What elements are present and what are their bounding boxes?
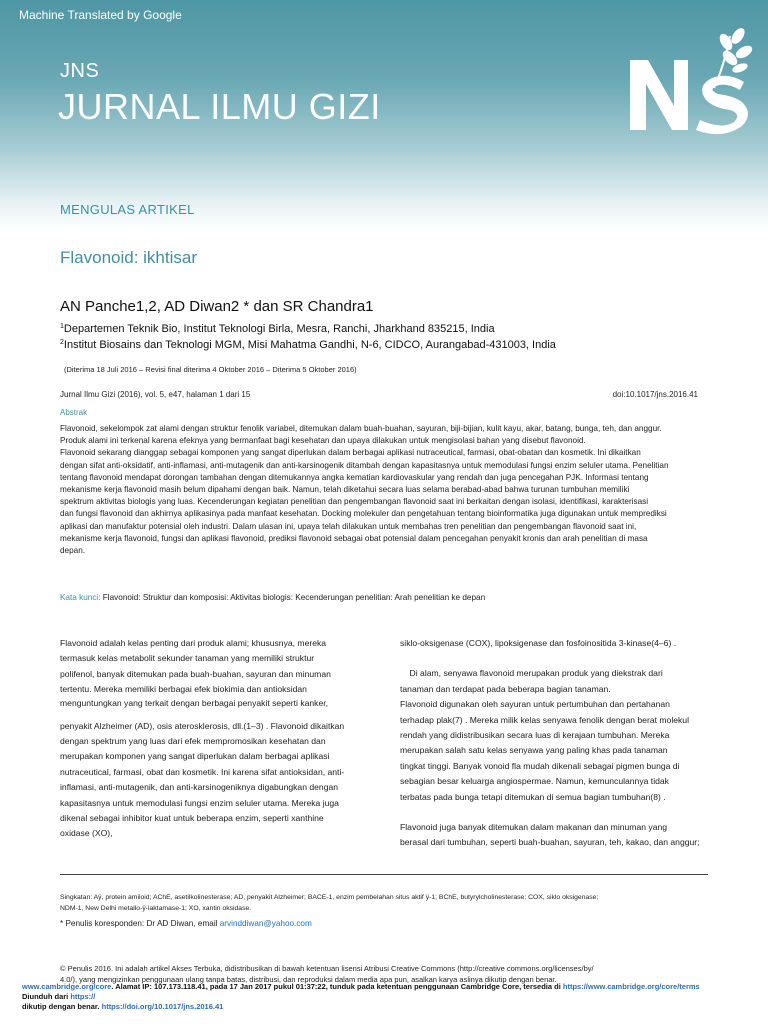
downloaded-from-label: Diunduh dari <box>22 992 69 1001</box>
authors: AN Panche1,2, AD Diwan2 * dan SR Chandra1 <box>60 298 374 315</box>
affiliation-1-text: Departemen Teknik Bio, Institut Teknologi Birla, Mesra, Ranchi, Jharkhand 835215, India <box>63 323 495 335</box>
doi[interactable]: doi:10.1017/jns.2016.41 <box>612 390 698 399</box>
body-line: Di alam, senyawa flavonoid merupakan produk yang diekstrak dari <box>400 668 663 679</box>
received-dates: (Diterima 18 Juli 2016 – Revisi final diterima 4 Oktober 2016 – Diterima 5 Oktober 2016) <box>64 365 357 374</box>
corresponding-email-link[interactable]: arvinddiwan@yahoo.com <box>219 919 312 928</box>
body-line: nutraceutical, farmasi, obat dan kosmetik. Ini karena sifat antioksidan, anti- <box>60 766 345 777</box>
body-line: merupakan salah satu kelas senyawa yang paling khas pada tanaman <box>400 745 668 756</box>
abbreviations-line: Singkatan: Aÿ, protein amiloid; AChE, asetilkolinesterase; AD, penyakit Alzheimer; BACE-1, enzim pembelahan situs aktif ÿ-1; BChE, butyrylcholinesterase; COX, siklo oksigenase; <box>60 894 599 901</box>
affiliation-2-number: 2 <box>60 339 64 346</box>
body-line: Flavonoid adalah kelas penting dari produk alami; khususnya, mereka <box>60 638 327 648</box>
body-line: termasuk kelas metabolit sekunder tanaman yang memiliki struktur <box>60 653 315 664</box>
abbreviations <box>60 892 720 914</box>
license-line: © Penulis 2016. Ini adalah artikel Akses Terbuka, didistribusikan di bawah ketentuan lisensi Atribusi Creative Commons (http://creative commons.org/licenses/by/ <box>60 964 594 973</box>
abstract-body <box>60 423 710 557</box>
body-line-spacer <box>60 709 380 719</box>
body-line: siklo-oksigenase (COX), lipoksigenase dan fosfoinositida 3-kinase(4–6) . <box>400 638 677 648</box>
body-line: oxidase (XO), <box>60 828 113 839</box>
body-line: terbatas pada bunga tetapi ditemukan di semua bagian tumbuhan(8) . <box>400 791 666 802</box>
affiliation-1-number: 1 <box>60 323 64 330</box>
body-line: terhadap plak(7) . Mereka milik kelas senyawa fenolik dengan berat molekul <box>400 714 689 725</box>
abstract-line: mekanisme kerja flavonoid masih belum dipahami dengan baik. Namun, telah diketahui secara luas selama berabad-abad bahwa turunan tumbuhan memiliki <box>60 485 630 495</box>
cambridge-core-link[interactable]: www.cambridge.org/core <box>22 982 112 991</box>
body-line: penyakit Alzheimer (AD), osis aterosklerosis, dll.(1–3) . Flavonoid dikaitkan <box>60 720 345 731</box>
abstract-line: depan. <box>60 546 86 556</box>
journal-abbreviation: JNS <box>60 60 100 82</box>
body-line: merupakan komponen yang sangat diperlukan dalam berbagai aplikasi <box>60 751 330 762</box>
body-line-spacer <box>400 805 720 820</box>
corresponding-label: * Penulis koresponden: Dr AD Diwan, email <box>60 919 218 928</box>
https-link[interactable]: https:// <box>70 992 96 1001</box>
abstract-line: dan fungsi flavonoid dan akhirnya aplikasinya pada manfaat kesehatan. Docking molekuler dan pengetahuan tentang bioinformatika juga digunakan untuk memprediksi <box>60 509 667 519</box>
abbreviations-line: NDM-1, New Delhi metallo-ÿ-laktamase-1; XO, xantin oksidase. <box>60 905 252 912</box>
abstract-line: aplikasi dan manufaktur potensial oleh industri. Dalam ulasan ini, upaya telah dilakukan untuk membahas tren penelitian dan pengembangan flavonoid saat ini, <box>60 521 637 531</box>
body-line: kapasitasnya untuk memodulasi fungsi enzim seluler utama. Mereka juga <box>60 797 339 808</box>
body-line-spacer <box>400 651 720 666</box>
journal-name: JURNAL ILMU GIZI <box>58 86 381 127</box>
footnote-divider <box>60 874 708 875</box>
citation: Jurnal Ilmu Gizi (2016), vol. 5, e47, halaman 1 dari 15 <box>60 390 251 399</box>
abstract-line: Produk alami ini terkenal karena efeknya yang bermanfaat bagi kesehatan dan upaya dilakukan untuk mengisolasi bahan yang disebut flavonoid. <box>60 436 586 446</box>
body-line: Flavonoid juga banyak ditemukan dalam makanan dan minuman yang <box>400 822 668 833</box>
abstract-line: mekanisme kerja flavonoid, fungsi dan aplikasi flavonoid, prediksi flavonoid sebagai obat potensial dalam pencegahan penyakit kronis dan arah penelitian di masa <box>60 533 648 543</box>
body-column-right <box>400 636 720 851</box>
abstract-line: dengan sifat anti-oksidatif, anti-inflamasi, anti-mutagenik dan anti-karsinogenik ditambah dengan kapasitasnya untuk memodulasi fungsi enzim seluler utama. Penelitian <box>60 460 669 470</box>
body-line: inflamasi, anti-mutagenik, dan anti-karsinogeniknya digabungkan dengan <box>60 782 339 793</box>
cited-correctly-text: dikutip dengan benar. <box>22 1002 100 1011</box>
keywords-text: Flavonoid: Struktur dan komposisi: Aktivitas biologis: Kecenderungan penelitian: Arah penelitian ke depan <box>102 593 486 602</box>
body-line: dengan spektrum yang luas dari efek mempromosikan kesehatan dan <box>60 736 326 747</box>
affiliation-1 <box>60 323 495 335</box>
affiliation-2 <box>60 339 556 351</box>
abstract-line: Flavonoid, sekelompok zat alami dengan struktur fenolik variabel, ditemukan dalam buah-buahan, sayuran, biji-bijian, kulit kayu, akar, batang, bunga, teh, dan anggur. <box>60 424 662 433</box>
body-line: tingkat tinggi. Banyak vonoid fla mudah dikenali sebagai pigmen bunga di <box>400 760 680 771</box>
body-line: polifenol, banyak ditemukan pada buah-buahan, sayuran dan minuman <box>60 668 331 679</box>
download-footer <box>22 982 762 1012</box>
article-title: Flavonoid: ikhtisar <box>60 248 198 267</box>
abstract-line: spektrum aktivitas biologis yang luas. Kecenderungan kegiatan penelitian dan pengembangan flavonoid saat ini berkaitan dengan isolasi, identifikasi, karakterisasi <box>60 497 649 507</box>
body-line: menguntungkan yang terkait dengan berbagai penyakit seperti kanker, <box>60 697 329 708</box>
abstract-line: Flavonoid sekarang dianggap sebagai komponen yang sangat diperlukan dalam berbagai aplikasi nutraceutical, farmasi, obat-obatan dan kosmetik. Ini dikaitkan <box>60 448 641 458</box>
ns-logo-icon <box>626 26 756 136</box>
abstract-line: tentang flavonoid mendapat dorongan tambahan dengan ditemukannya angka kematian kardiovaskular yang rendah dan juga pencegahan PJK. Informasi tentang <box>60 472 649 482</box>
keywords-label: Kata kunci: <box>60 593 101 602</box>
body-line: Flavonoid digunakan oleh sayuran untuk pertumbuhan dan pertahanan <box>400 699 670 710</box>
abstract-heading: Abstrak <box>60 408 88 417</box>
machine-translated-label: Machine Translated by Google <box>19 8 182 22</box>
body-line: sebagian besar keluarga angiospermae. Namun, kemunculannya tidak <box>400 776 669 787</box>
affiliation-2-text: Institut Biosains dan Teknologi MGM, Misi Mahatma Gandhi, N-6, CIDCO, Aurangabad-431003, India <box>63 339 556 351</box>
keywords <box>60 593 720 602</box>
download-footer-text: . Alamat IP: 107.173.118.41, pada 17 Jan 2017 pukul 01:37:22, tunduk pada ketentuan penggunaan Cambridge Core, tersedia di <box>111 982 561 991</box>
terms-link[interactable]: https://www.cambridge.org/core/terms <box>562 982 700 991</box>
body-line: rendah yang didistribusikan secara luas di kerajaan tumbuhan. Mereka <box>400 730 670 741</box>
body-line: berasal dari tumbuhan, seperti buah-buahan, sayuran, teh, kakao, dan anggur; <box>400 837 700 848</box>
body-line: tertentu. Mereka memiliki berbagai efek biokimia dan antioksidan <box>60 684 307 695</box>
body-line: tanaman dan terdapat pada beberapa bagian tanaman. <box>400 683 611 694</box>
license-line: 4.0/), yang mengizinkan penggunaan ulang tanpa batas, distribusi, dan reproduksi dalam media apa pun, asalkan karya aslinya dikutip dengan benar. <box>60 975 557 984</box>
doi-link[interactable]: https://doi.org/10.1017/jns.2016.41 <box>101 1002 224 1011</box>
corresponding-author <box>60 919 312 928</box>
body-line: dikenal sebagai inhibitor kuat untuk beberapa enzim, seperti xanthine <box>60 813 324 824</box>
article-type: MENGULAS ARTIKEL <box>60 202 195 217</box>
body-column-left <box>60 636 380 842</box>
